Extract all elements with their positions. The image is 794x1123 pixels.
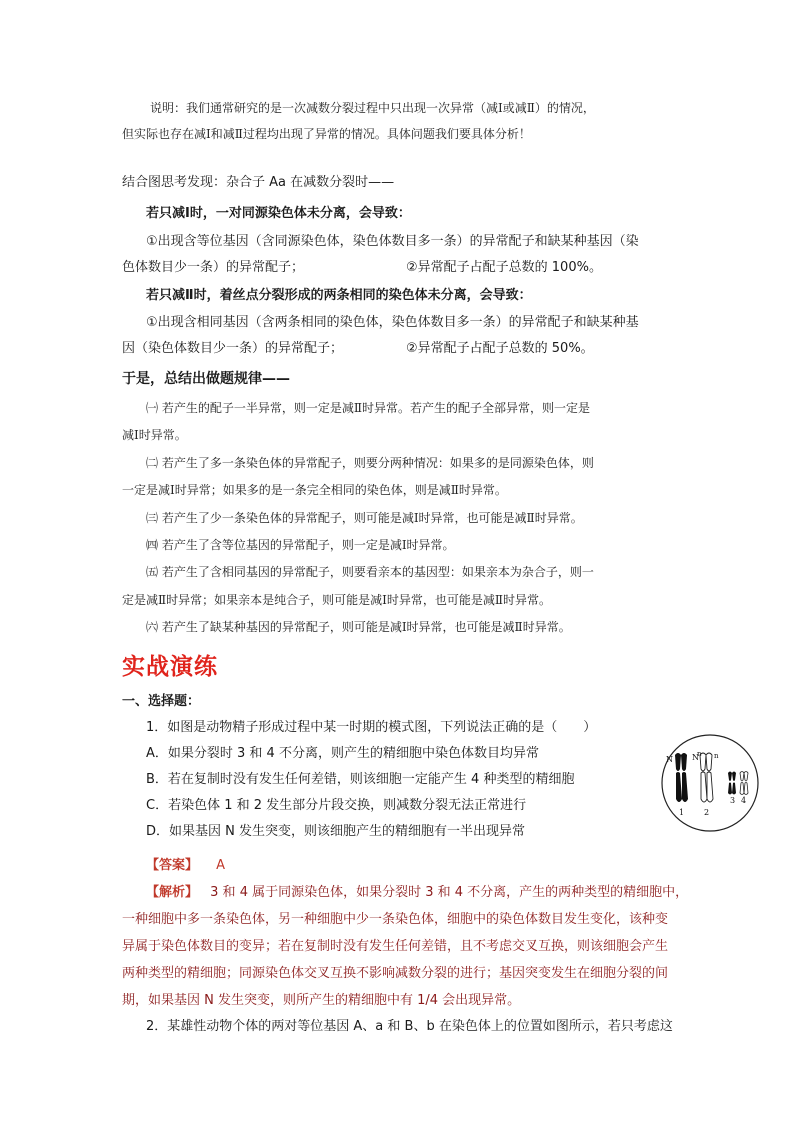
gene-label-n1: n xyxy=(697,750,702,758)
rule-5-line-1: ㈤ 若产生了含相同基因的异常配子，则要看亲本的基因型：如果亲本为杂合子，则一 xyxy=(146,565,594,579)
answer-value: A xyxy=(216,858,226,873)
rule-2-line-2: 一定是减Ⅰ时异常；如果多的是一条完全相同的染色体，则是减Ⅱ时异常。 xyxy=(122,483,507,497)
option-b: B．若在复制时没有发生任何差错，则该细胞一定能产生 4 种类型的精细胞 xyxy=(146,772,575,787)
case2-title: 若只减Ⅱ时，着丝点分裂形成的两条相同的染色体未分离，会导致： xyxy=(146,288,532,303)
section-heading: 一、选择题： xyxy=(122,694,201,709)
discover-intro: 结合图思考发现：杂合子 Aa 在减数分裂时—— xyxy=(122,175,395,190)
question-2: 2．某雄性动物个体的两对等位基因 A、a 和 B、b 在染色体上的位置如图所示，若只考虑这 xyxy=(146,1019,673,1034)
case2-line-2a: 因（染色体数目少一条）的异常配子； xyxy=(122,341,344,356)
chromosome-1 xyxy=(675,753,688,802)
summary-heading: 于是，总结出做题规律—— xyxy=(122,371,290,387)
analysis-line-4: 两种类型的精细胞；同源染色体交叉互换不影响减数分裂的进行；基因突变发生在细胞分裂的间 xyxy=(122,966,669,981)
analysis-line-1 xyxy=(146,884,688,902)
question-1: 1．如图是动物精子形成过程中某一时期的模式图，下列说法正确的是（ ） xyxy=(146,720,597,735)
rule-6: ㈥ 若产生了缺某种基因的异常配子，则可能是减Ⅰ时异常，也可能是减Ⅱ时异常。 xyxy=(146,620,571,634)
analysis-text-1: 3 和 4 属于同源染色体，如果分裂时 3 和 4 不分离，产生的两种类型的精细胞中， xyxy=(210,885,689,900)
analysis-label: 【解析】 xyxy=(146,885,199,900)
cell-figure xyxy=(660,733,760,833)
chromosome-label-4: 4 xyxy=(741,796,747,805)
chromosome-label-3: 3 xyxy=(730,796,736,805)
analysis-line-5: 期，如果基因 N 发生突变，则所产生的精细胞中有 1/4 会出现异常。 xyxy=(122,993,521,1008)
analysis-line-3: 异属于染色体数目的变异；若在复制时没有发生任何差错，且不考虑交叉互换，则该细胞会产生 xyxy=(122,939,669,954)
rule-5-line-2: 定是减Ⅱ时异常；如果亲本是纯合子，则可能是减Ⅰ时异常，也可能是减Ⅱ时异常。 xyxy=(122,593,552,607)
note-line-2: 但实际也存在减Ⅰ和减Ⅱ过程均出现了异常的情况。具体问题我们要具体分析！ xyxy=(122,127,531,141)
case1-line-2a: 色体数目少一条）的异常配子； xyxy=(122,260,305,275)
gene-label-N2: N xyxy=(692,753,699,762)
case2-line-2b: ②异常配子占配子总数的 50%。 xyxy=(406,341,594,356)
chromosome-4 xyxy=(740,772,748,795)
case1-title: 若只减Ⅰ时，一对同源染色体未分离，会导致： xyxy=(146,206,411,221)
rule-2-line-1: ㈡ 若产生了多一条染色体的异常配子，则要分两种情况：如果多的是同源染色体，则 xyxy=(146,456,594,470)
chromosome-label-2: 2 xyxy=(704,808,710,817)
rule-4: ㈣ 若产生了含等位基因的异常配子，则一定是减Ⅰ时异常。 xyxy=(146,538,455,552)
case2-line-1: ①出现含相同基因（含两条相同的染色体，染色体数目多一条）的异常配子和缺某种基 xyxy=(146,315,639,330)
rule-3: ㈢ 若产生了少一条染色体的异常配子，则可能是减Ⅰ时异常，也可能是减Ⅱ时异常。 xyxy=(146,511,583,525)
gene-label-n2: n xyxy=(714,752,719,760)
chromosome-label-1: 1 xyxy=(679,808,685,817)
gene-label-N: N xyxy=(666,755,673,764)
option-d: D．如果基因 N 发生突变，则该细胞产生的精细胞有一半出现异常 xyxy=(146,824,525,839)
case1-line-1: ①出现含等位基因（含同源染色体，染色体数目多一条）的异常配子和缺某种基因（染 xyxy=(146,234,639,249)
answer-label: 【答案】 xyxy=(146,858,199,873)
option-a: A．如果分裂时 3 和 4 不分离，则产生的精细胞中染色体数目均异常 xyxy=(146,746,539,761)
note-line-1: 说明：我们通常研究的是一次减数分裂过程中只出现一次异常（减Ⅰ或减Ⅱ）的情况， xyxy=(150,101,595,115)
case1-line-2b: ②异常配子占配子总数的 100%。 xyxy=(406,260,602,275)
chromosome-3 xyxy=(728,772,736,795)
rule-1-line-1: ㈠ 若产生的配子一半异常，则一定是减Ⅱ时异常。若产生的配子全部异常，则一定是 xyxy=(146,401,590,415)
answer-row xyxy=(146,857,225,875)
analysis-line-2: 一种细胞中多一条染色体，另一种细胞中少一条染色体，细胞中的染色体数目发生变化，该种变 xyxy=(122,912,669,927)
chromosome-2 xyxy=(700,753,713,802)
option-c: C．若染色体 1 和 2 发生部分片段交换，则减数分裂无法正常进行 xyxy=(146,798,527,813)
practice-title: 实战演练 xyxy=(122,654,218,680)
rule-1-line-2: 减Ⅰ时异常。 xyxy=(122,428,187,442)
